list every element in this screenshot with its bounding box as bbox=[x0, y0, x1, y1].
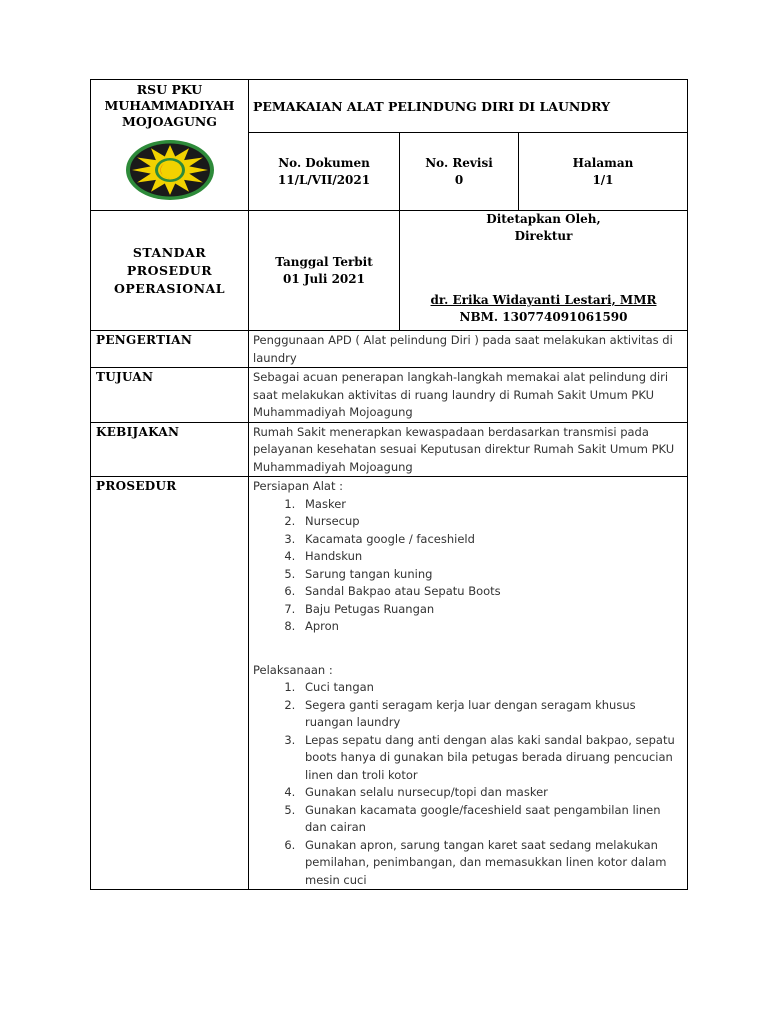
hospital-name-line1: RSU PKU bbox=[136, 82, 203, 97]
section-label-pengertian: PENGERTIAN bbox=[91, 331, 249, 368]
revision-value: 0 bbox=[454, 172, 464, 187]
signer-id: NBM. 130774091061590 bbox=[459, 310, 628, 324]
sop-type-cell bbox=[91, 211, 249, 331]
list-item: 8. Apron bbox=[299, 618, 683, 636]
pelaksanaan-list bbox=[253, 679, 683, 889]
sop-type-line3: OPERASIONAL bbox=[113, 280, 226, 296]
section-text-pengertian: Penggunaan APD ( Alat pelindung Diri ) pada saat melakukan aktivitas di laundry bbox=[249, 331, 688, 368]
doc-number-label: No. Dokumen bbox=[278, 155, 370, 170]
section-label-prosedur: PROSEDUR bbox=[91, 477, 249, 890]
hospital-logo bbox=[91, 138, 248, 206]
approver-position: Direktur bbox=[514, 229, 573, 243]
approved-by-label: Ditetapkan Oleh, bbox=[486, 212, 601, 226]
list-item: 3. Lepas sepatu dang anti dengan alas kaki sandal bakpao, sepatu boots hanya di gunakan bila petugas berada diruang pencucian linen dan troli kotor bbox=[299, 732, 683, 785]
hospital-cell bbox=[91, 80, 249, 211]
list-item: 6. Gunakan apron, sarung tangan karet saat sedang melakukan pemilahan, penimbangan, dan memasukkan linen kotor dalam mesin cuci bbox=[299, 837, 683, 890]
list-item: 4. Gunakan selalu nursecup/topi dan masker bbox=[299, 784, 683, 802]
page-number-cell bbox=[519, 133, 688, 211]
issue-date-cell bbox=[249, 211, 400, 331]
muhammadiyah-logo-icon bbox=[124, 138, 216, 202]
sop-type-line1: STANDAR bbox=[132, 244, 207, 260]
page-number-value: 1/1 bbox=[592, 172, 614, 187]
list-item: 2. Nursecup bbox=[299, 513, 683, 531]
list-item: 4. Handskun bbox=[299, 548, 683, 566]
doc-number-cell bbox=[249, 133, 400, 211]
list-item: 7. Baju Petugas Ruangan bbox=[299, 601, 683, 619]
section-text-kebijakan: Rumah Sakit menerapkan kewaspadaan berdasarkan transmisi pada pelayanan kesehatan sesuai Keputusan direktur Rumah Sakit Umum PKU Muhammadiyah Mojoagung bbox=[249, 422, 688, 477]
doc-number-value: 11/L/VII/2021 bbox=[277, 172, 371, 187]
list-item: 5. Sarung tangan kuning bbox=[299, 566, 683, 584]
list-item: 5. Gunakan kacamata google/faceshield saat pengambilan linen dan cairan bbox=[299, 802, 683, 837]
revision-label: No. Revisi bbox=[425, 155, 493, 170]
list-item: 6. Sandal Bakpao atau Sepatu Boots bbox=[299, 583, 683, 601]
approval-cell bbox=[400, 211, 688, 331]
section-label-tujuan: TUJUAN bbox=[91, 368, 249, 423]
list-item: 2. Segera ganti seragam kerja luar dengan seragam khusus ruangan laundry bbox=[299, 697, 683, 732]
page-number-label: Halaman bbox=[572, 155, 634, 170]
revision-cell bbox=[400, 133, 519, 211]
persiapan-heading: Persiapan Alat : bbox=[253, 479, 344, 493]
section-text-prosedur bbox=[249, 477, 688, 890]
sop-type-line2: PROSEDUR bbox=[126, 262, 213, 278]
pelaksanaan-heading: Pelaksanaan : bbox=[253, 662, 333, 677]
hospital-name-line3: MOJOAGUNG bbox=[122, 114, 217, 129]
issue-date-label: Tanggal Terbit bbox=[275, 254, 373, 269]
persiapan-list bbox=[253, 496, 683, 636]
list-item: 1. Cuci tangan bbox=[299, 679, 683, 697]
list-item: 1. Masker bbox=[299, 496, 683, 514]
sop-table bbox=[90, 79, 688, 890]
list-item: 3. Kacamata google / faceshield bbox=[299, 531, 683, 549]
document-title: PEMAKAIAN ALAT PELINDUNG DIRI DI LAUNDRY bbox=[249, 80, 688, 133]
hospital-name-line2: MUHAMMADIYAH bbox=[104, 98, 235, 113]
signer-name: dr. Erika Widayanti Lestari, MMR bbox=[430, 293, 657, 307]
issue-date-value: 01 Juli 2021 bbox=[283, 271, 365, 286]
section-text-tujuan: Sebagai acuan penerapan langkah-langkah memakai alat pelindung diri saat melakukan aktivitas di ruang laundry di Rumah Sakit Umum PKU Muhammadiyah Mojoagung bbox=[249, 368, 688, 423]
section-label-kebijakan: KEBIJAKAN bbox=[91, 422, 249, 477]
